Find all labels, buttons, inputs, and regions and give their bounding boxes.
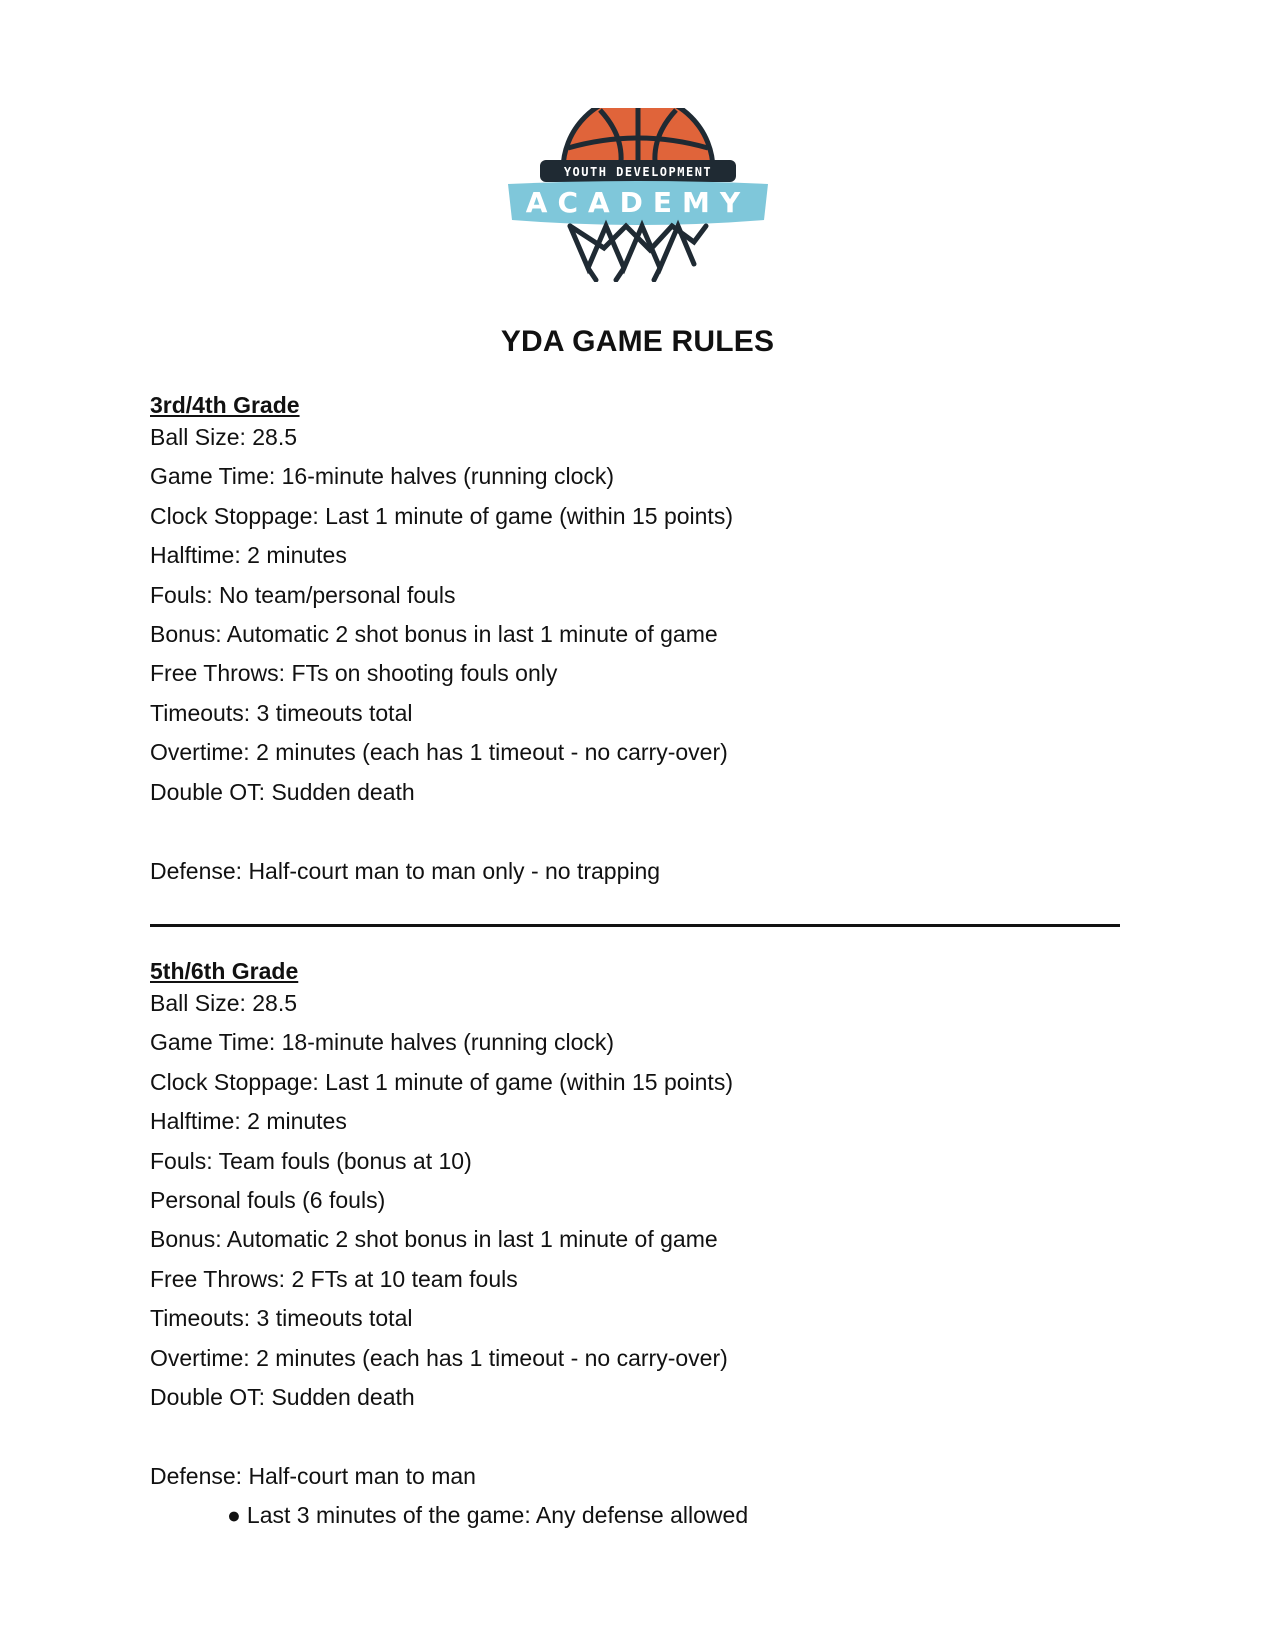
defense-rule: Defense: Half-court man to man only - no trapping <box>150 857 661 884</box>
rule-line: Fouls: Team fouls (bonus at 10) <box>150 1147 472 1174</box>
section-heading: 5th/6th Grade <box>150 958 299 984</box>
defense-bullet <box>227 1500 1150 1530</box>
rules-section-3rd-4th-grade <box>150 391 1150 886</box>
rule-line: Overtime: 2 minutes (each has 1 timeout - no carry-over) <box>150 739 728 766</box>
logo-main-text: ACADEMY <box>525 186 751 219</box>
rule-line: Game Time: 16-minute halves (running clock) <box>150 463 615 490</box>
rule-line: Double OT: Sudden death <box>150 1383 415 1410</box>
defense-rule: Defense: Half-court man to man <box>150 1462 476 1489</box>
defense-bullet-text: Last 3 minutes of the game: Any defense allowed <box>246 1501 749 1528</box>
bullet-icon: ● <box>227 1501 241 1528</box>
rule-line: Ball Size: 28.5 <box>150 990 298 1016</box>
rule-line: Clock Stoppage: Last 1 minute of game (within 15 points) <box>150 502 733 529</box>
section-divider <box>150 924 1120 927</box>
section-heading: 3rd/4th Grade <box>150 392 300 418</box>
rule-line: Halftime: 2 minutes <box>150 1108 347 1135</box>
rule-line: Personal fouls (6 fouls) <box>150 1186 386 1213</box>
rule-line: Ball Size: 28.5 <box>150 424 298 450</box>
rule-line: Bonus: Automatic 2 shot bonus in last 1 minute of game <box>150 1226 718 1253</box>
rule-line: Free Throws: FTs on shooting fouls only <box>150 660 558 687</box>
yda-logo <box>508 108 768 282</box>
rule-line: Bonus: Automatic 2 shot bonus in last 1 minute of game <box>150 620 718 647</box>
rule-line: Fouls: No team/personal fouls <box>150 581 456 608</box>
rule-line: Timeouts: 3 timeouts total <box>150 699 413 726</box>
page-title: YDA GAME RULES <box>500 325 775 358</box>
rule-line: Free Throws: 2 FTs at 10 team fouls <box>150 1265 518 1292</box>
basketball-net-icon <box>570 226 706 280</box>
logo-top-text: YOUTH DEVELOPMENT <box>563 165 713 179</box>
rule-line: Timeouts: 3 timeouts total <box>150 1305 413 1332</box>
rule-line: Overtime: 2 minutes (each has 1 timeout - no carry-over) <box>150 1344 728 1371</box>
rule-line: Clock Stoppage: Last 1 minute of game (within 15 points) <box>150 1068 733 1095</box>
rule-line: Halftime: 2 minutes <box>150 542 347 569</box>
rules-section-5th-6th-grade <box>150 957 1150 1530</box>
rule-line: Game Time: 18-minute halves (running clock) <box>150 1029 615 1056</box>
rule-line: Double OT: Sudden death <box>150 778 415 805</box>
